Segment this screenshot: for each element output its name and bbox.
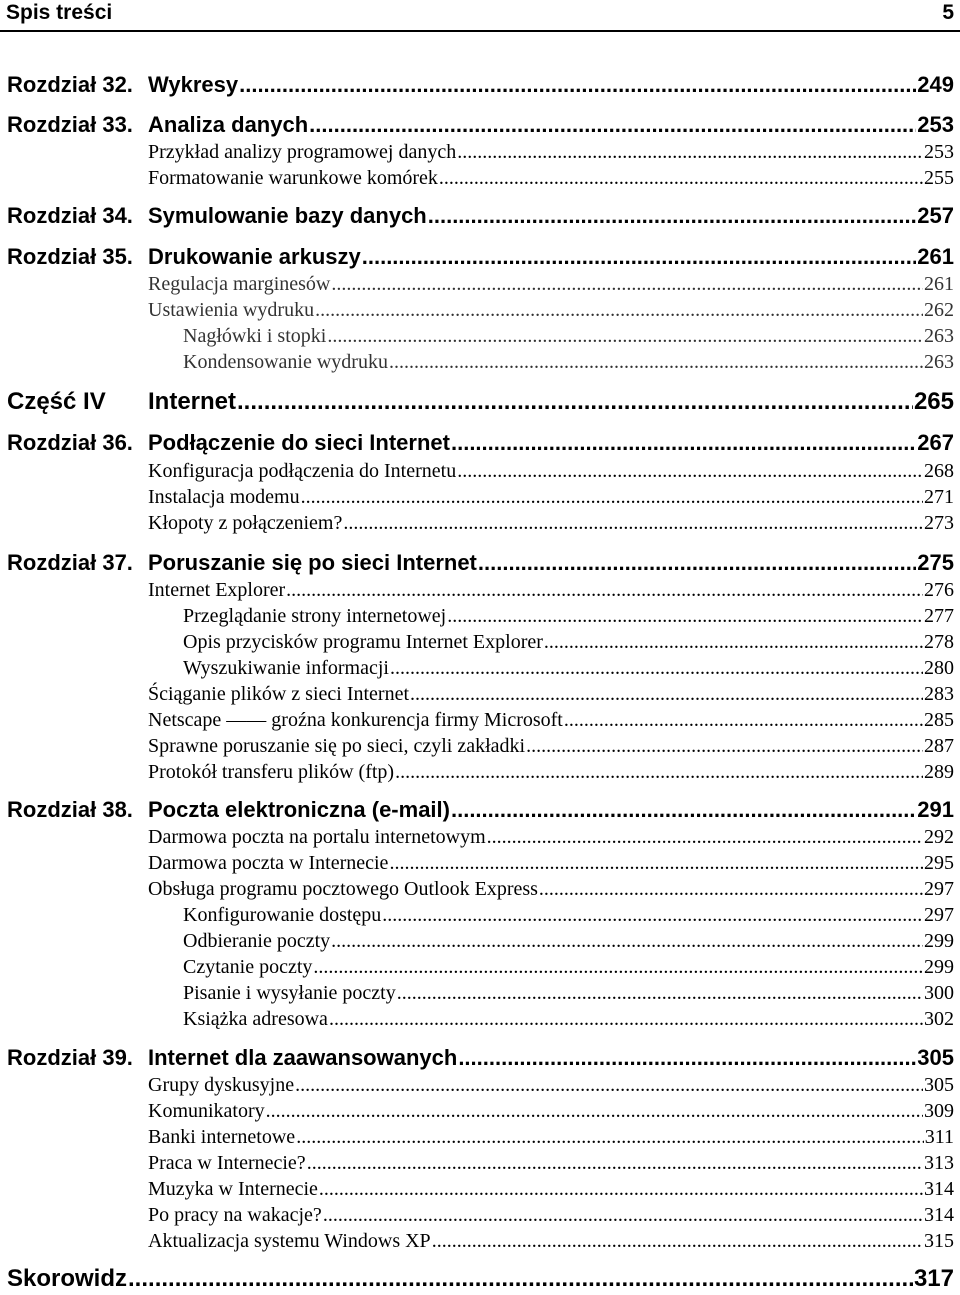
toc-entry-title: Internet dla zaawansowanych (148, 1045, 458, 1070)
dot-leader (389, 351, 923, 374)
dot-leader (128, 1265, 913, 1293)
toc-entry-label (0, 550, 477, 576)
toc-entry-title: Protokół transferu plików (ftp) (148, 761, 395, 783)
toc-entry[interactable] (0, 878, 960, 903)
toc-entry-page-number: 295 (924, 852, 954, 874)
toc-entry-title: Regulacja marginesów (148, 273, 331, 295)
toc-entry[interactable] (0, 1204, 960, 1229)
toc-entry-label (0, 1045, 457, 1071)
toc-entry-page-number: 302 (924, 1008, 954, 1030)
toc-entry-title: Przykład analizy programowej danych (148, 141, 457, 163)
dot-leader (539, 878, 923, 901)
toc-entry-page-number: 255 (924, 167, 954, 189)
toc-entry-prefix: Rozdział 34. (7, 203, 133, 228)
toc-entry-page-number: 311 (924, 1126, 954, 1148)
toc-entry[interactable] (0, 1126, 960, 1151)
dot-leader (458, 1045, 916, 1071)
toc-entry[interactable] (0, 1100, 960, 1125)
dot-leader (239, 72, 916, 98)
toc-entry-title: Ustawienia wydruku (148, 299, 315, 321)
toc-entry[interactable] (0, 956, 960, 981)
toc-entry-title: Internet (148, 388, 237, 415)
toc-entry-prefix: Rozdział 37. (7, 550, 133, 575)
toc-chapter[interactable] (0, 1045, 960, 1073)
dot-leader (395, 761, 923, 784)
toc-entry-page-number: 315 (924, 1230, 954, 1252)
toc-entry-page-number: 261 (924, 273, 954, 295)
toc-entry-label (0, 351, 388, 374)
toc-entry[interactable] (0, 735, 960, 760)
toc-entry-label (0, 930, 330, 953)
toc-chapter[interactable] (0, 430, 960, 458)
toc-entry[interactable] (0, 512, 960, 537)
toc-entry-page-number: 268 (924, 460, 954, 482)
dot-leader (331, 273, 923, 296)
toc-entry[interactable] (0, 486, 960, 511)
toc-entry-title: Odbieranie poczty (183, 930, 331, 952)
toc-entry-page-number: 283 (924, 683, 954, 705)
running-head-page-number: 5 (942, 1, 954, 24)
dot-leader (313, 956, 923, 979)
toc-chapter[interactable] (0, 550, 960, 578)
dot-leader (319, 1178, 923, 1201)
dot-leader (329, 1008, 923, 1031)
toc-entry[interactable] (0, 351, 960, 376)
toc-entry-page-number: 263 (924, 351, 954, 373)
toc-entry[interactable] (0, 1230, 960, 1255)
toc-entry-label (0, 956, 312, 979)
toc-entry-label (0, 244, 361, 270)
toc-entry[interactable] (0, 683, 960, 708)
toc-entry-title: Książka adresowa (183, 1008, 328, 1030)
toc-chapter[interactable] (0, 203, 960, 231)
toc-entry-page-number: 265 (913, 388, 954, 415)
toc-entry-label (0, 709, 563, 732)
dot-leader (389, 852, 923, 875)
toc-entry-title: Banki internetowe (148, 1126, 296, 1148)
dot-leader (457, 460, 923, 483)
toc-entry[interactable] (0, 460, 960, 485)
toc-entry[interactable] (0, 1178, 960, 1203)
toc-entry-title: Czytanie poczty (183, 956, 313, 978)
dot-leader (564, 709, 923, 732)
toc-entry-title: Sprawne poruszanie się po sieci, czyli zakładki (148, 735, 526, 757)
toc-entry[interactable] (0, 1152, 960, 1177)
toc-entry-page-number: 276 (924, 579, 954, 601)
toc-entry-label (0, 1178, 318, 1201)
toc-entry-title: Podłączenie do sieci Internet (148, 430, 450, 455)
toc-entry-label (0, 388, 236, 416)
toc-entry-page-number: 297 (924, 878, 954, 900)
dot-leader (410, 683, 923, 706)
toc-entry-title: Konfigurowanie dostępu (183, 904, 382, 926)
dot-leader (266, 1100, 923, 1123)
toc-chapter[interactable] (0, 72, 960, 100)
toc-entry-label (0, 761, 394, 784)
toc-entry-page-number: 285 (924, 709, 954, 731)
running-head-title: Spis treści (6, 1, 113, 24)
toc-entry-page-number: 313 (924, 1152, 954, 1174)
toc-entry[interactable] (0, 657, 960, 682)
dot-leader (309, 112, 916, 138)
toc-entry-label (0, 797, 450, 823)
toc-entry-page-number: 273 (924, 512, 954, 534)
toc-entry-title: Internet Explorer (148, 579, 286, 601)
toc-chapter[interactable] (0, 797, 960, 825)
toc-entry-page-number: 253 (917, 112, 954, 137)
toc-entry-label (0, 1100, 265, 1123)
toc-entry-title: Darmowa poczta na portalu internetowym (148, 826, 486, 848)
toc-entry-prefix: Rozdział 33. (7, 112, 133, 137)
toc-entry-page-number: 261 (917, 244, 954, 269)
toc-entry-title: Wykresy (148, 72, 239, 97)
dot-leader (451, 430, 916, 456)
toc-entry-label (0, 631, 543, 654)
toc-entry-title: Obsługa programu pocztowego Outlook Express (148, 878, 538, 900)
toc-entry[interactable] (0, 631, 960, 656)
toc-entry-page-number: 253 (924, 141, 954, 163)
toc-entry-title: Darmowa poczta w Internecie (148, 852, 389, 874)
toc-entry-title: Konfiguracja podłączenia do Internetu (148, 460, 457, 482)
toc-entry-label (0, 826, 486, 849)
toc-entry-label (0, 904, 381, 927)
toc-entry-label (0, 430, 450, 456)
dot-leader (286, 579, 923, 602)
toc-entry-title: Poruszanie się po sieci Internet (148, 550, 477, 575)
toc-entry-label (0, 325, 326, 348)
toc-entry[interactable] (0, 982, 960, 1007)
toc-entry[interactable] (0, 605, 960, 630)
toc-entry-prefix: Rozdział 39. (7, 1045, 133, 1070)
toc-part[interactable] (0, 388, 960, 418)
toc-entry-label (0, 579, 285, 602)
toc-entry-label (0, 167, 438, 190)
toc-entry-page-number: 257 (917, 203, 954, 228)
toc-entry-label (0, 460, 456, 483)
toc-entry-title: Formatowanie warunkowe komórek (148, 167, 438, 189)
toc-entry-label (0, 605, 446, 628)
toc-entry[interactable] (0, 904, 960, 929)
toc-entry[interactable] (0, 826, 960, 851)
toc-entry-label (0, 512, 342, 535)
toc-entry[interactable] (0, 1008, 960, 1033)
toc-entry-title: Muzyka w Internecie (148, 1178, 318, 1200)
toc-entry-label (0, 878, 538, 901)
dot-leader (295, 1074, 923, 1097)
dot-leader (301, 486, 923, 509)
toc-entry-label (0, 852, 388, 875)
toc-entry-title: Pisanie i wysyłanie poczty (183, 982, 396, 1004)
toc-entry-page-number: 299 (924, 956, 954, 978)
toc-entry-page-number: 249 (917, 72, 954, 97)
toc-entry[interactable] (0, 761, 960, 786)
toc-entry-label (0, 1204, 322, 1227)
toc-entry-title: Komunikatory (148, 1100, 265, 1122)
toc-entry-title: Wyszukiwanie informacji (183, 657, 389, 679)
toc-entry[interactable] (0, 273, 960, 298)
dot-leader (478, 550, 916, 576)
toc-entry-page-number: 275 (917, 550, 954, 575)
toc-entry-title: Grupy dyskusyjne (148, 1074, 295, 1096)
dot-leader (315, 299, 923, 322)
toc-entry-page-number: 314 (924, 1178, 954, 1200)
dot-leader (331, 930, 923, 953)
toc-entry-prefix: Rozdział 36. (7, 430, 133, 455)
toc-entry-title: Kłopoty z połączeniem? (148, 512, 343, 534)
toc-entry-page-number: 289 (924, 761, 954, 783)
toc-entry-page-number: 299 (924, 930, 954, 952)
toc-entry-label (0, 299, 314, 322)
toc-entry-title: Po pracy na wakacje? (148, 1204, 322, 1226)
dot-leader (428, 203, 917, 229)
dot-leader (457, 141, 923, 164)
dot-leader (397, 982, 923, 1005)
dot-leader (390, 657, 923, 680)
toc-chapter[interactable] (0, 244, 960, 272)
toc-entry-title: Ściąganie plików z sieci Internet (148, 683, 410, 705)
toc-entry-prefix: Część IV (7, 388, 106, 415)
toc-entry-page-number: 309 (924, 1100, 954, 1122)
toc-entry-title: Aktualizacja systemu Windows XP (148, 1230, 431, 1252)
toc-entry[interactable] (0, 709, 960, 734)
dot-leader (439, 167, 923, 190)
toc-entry-title: Kondensowanie wydruku (183, 351, 388, 373)
dot-leader (307, 1152, 923, 1175)
toc-entry-label (0, 203, 427, 229)
dot-leader (432, 1230, 923, 1253)
toc-entry-title: Opis przycisków programu Internet Explorer (183, 631, 543, 653)
toc-entry-page-number: 305 (924, 1074, 954, 1096)
toc-entry-page-number: 287 (924, 735, 954, 757)
toc-entry-label (0, 1265, 127, 1293)
toc-entry[interactable] (0, 325, 960, 350)
toc-entry[interactable] (0, 579, 960, 604)
dot-leader (237, 388, 913, 416)
dot-leader (487, 826, 923, 849)
toc-entry-page-number: 292 (924, 826, 954, 848)
toc-entry-prefix: Rozdział 38. (7, 797, 133, 822)
dot-leader (447, 605, 923, 628)
toc-entry-page-number: 280 (924, 657, 954, 679)
toc-entry-page-number: 262 (924, 299, 954, 321)
toc-entry[interactable] (0, 930, 960, 955)
toc-entry-page-number: 300 (924, 982, 954, 1004)
toc-entry-label (0, 1126, 295, 1149)
toc-entry-page-number: 278 (924, 631, 954, 653)
toc-entry-label (0, 273, 330, 296)
toc-entry-page-number: 267 (917, 430, 954, 455)
toc-entry-title: Poczta elektroniczna (e-mail) (148, 797, 450, 822)
toc-entry[interactable] (0, 299, 960, 324)
toc-entry-label (0, 683, 409, 706)
toc-entry-page-number: 317 (913, 1265, 954, 1292)
toc-entry-label (0, 486, 300, 509)
dot-leader (544, 631, 923, 654)
toc-entry-title: Nagłówki i stopki (183, 325, 327, 347)
toc-entry-label (0, 1230, 431, 1253)
toc-entry-page-number: 277 (924, 605, 954, 627)
dot-leader (526, 735, 923, 758)
toc-entry-label (0, 141, 456, 164)
dot-leader (343, 512, 923, 535)
toc-entry-label (0, 1152, 306, 1175)
toc-entry-label (0, 1074, 294, 1097)
toc-entry-page-number: 291 (917, 797, 954, 822)
toc-entry-page-number: 314 (924, 1204, 954, 1226)
toc-entry[interactable] (0, 1074, 960, 1099)
toc-entry[interactable] (0, 167, 960, 192)
toc-entry[interactable] (0, 141, 960, 166)
toc-entry-title: Praca w Internecie? (148, 1152, 306, 1174)
toc-entry-title: Instalacja modemu (148, 486, 300, 508)
toc-chapter[interactable] (0, 112, 960, 140)
toc-entry-label (0, 1008, 328, 1031)
toc-entry-title: Drukowanie arkuszy (148, 244, 361, 269)
toc-entry-title: Analiza danych (148, 112, 309, 137)
toc-entry-label (0, 657, 389, 680)
toc-entry-title: Symulowanie bazy danych (148, 203, 427, 228)
toc-entry-page-number: 297 (924, 904, 954, 926)
dot-leader (362, 244, 917, 270)
toc-entry-prefix: Rozdział 35. (7, 244, 133, 269)
dot-leader (451, 797, 916, 823)
dot-leader (382, 904, 923, 927)
toc-entry-prefix: Rozdział 32. (7, 72, 133, 97)
toc-entry-title: Skorowidz (7, 1265, 128, 1292)
toc-entry-label (0, 982, 396, 1005)
toc-entry-label (0, 72, 238, 98)
toc-entry-title: Netscape —— groźna konkurencja firmy Microsoft (148, 709, 563, 731)
toc-entry-page-number: 263 (924, 325, 954, 347)
toc-entry-label (0, 735, 525, 758)
dot-leader (323, 1204, 923, 1227)
toc-entry[interactable] (0, 852, 960, 877)
toc-entry-page-number: 305 (917, 1045, 954, 1070)
toc-entry-title: Przeglądanie strony internetowej (183, 605, 447, 627)
toc-entry-page-number: 271 (924, 486, 954, 508)
dot-leader (296, 1126, 924, 1149)
dot-leader (327, 325, 923, 348)
toc-entry-label (0, 112, 308, 138)
